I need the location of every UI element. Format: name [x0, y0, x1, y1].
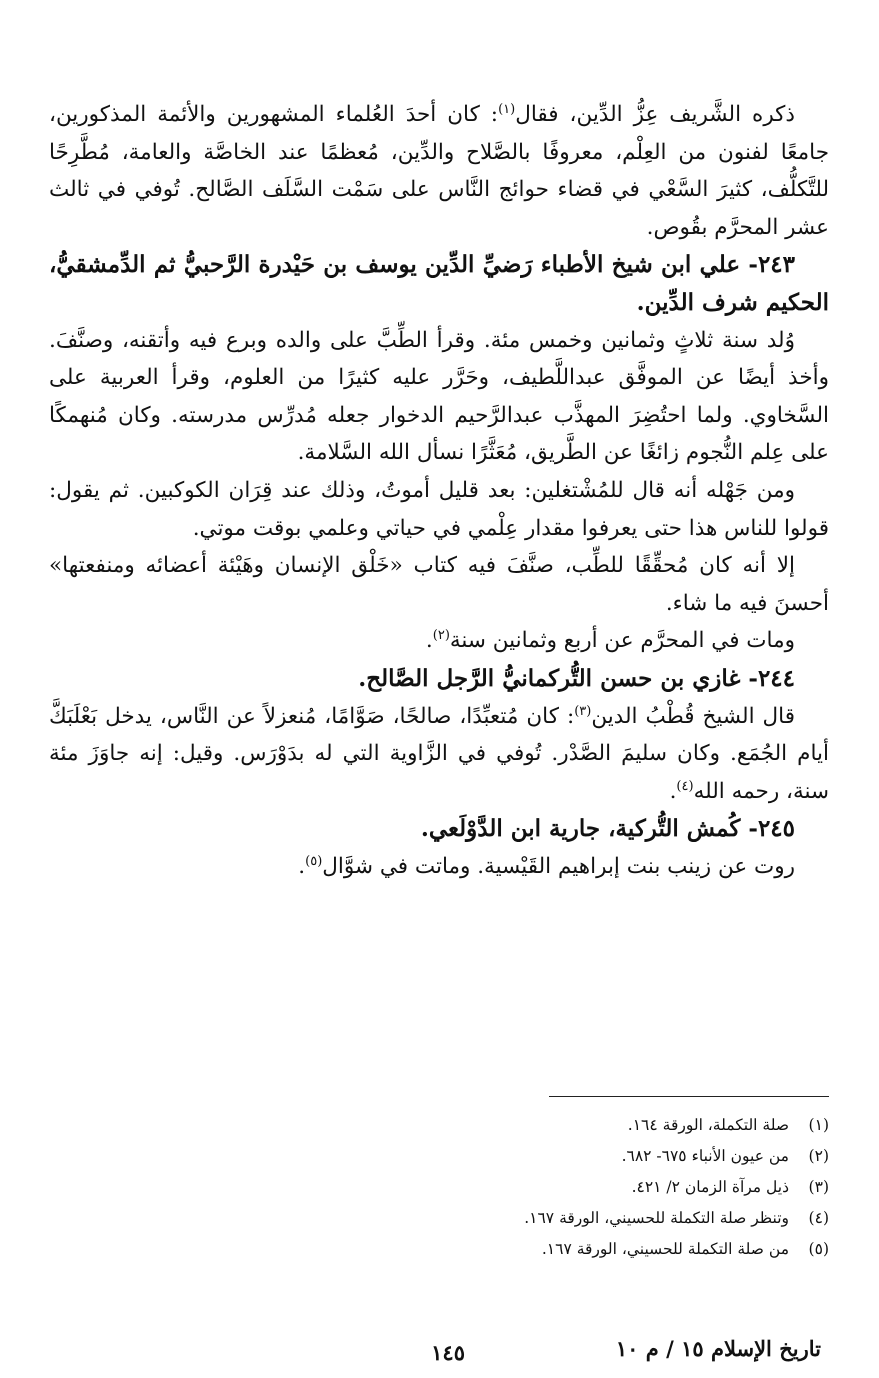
footnote-text: من عيون الأنباء ٦٧٥- ٦٨٢.	[621, 1147, 789, 1165]
body-paragraph	[49, 848, 829, 886]
paragraph-text: وُلد سنة ثلاثٍ وثمانين وخمس مئة. وقرأ الطِّبَّ على والده وبرع فيه وأتقنه، وصنَّفَ. وأخذ أيضًا عن الموفَّق عبداللَّطيف، وحَرَّر عليه كثيرًا من العلوم، وقرأ العربية على السَّخاوي. ولما احتُضِرَ المهذَّب عبدالرَّحيم الدخوار جعله مُدرِّس مدرسته. وكان مُنهمكًا على عِلم النُّجوم زائغًا عن الطَّريق، مُعَثَّرًا نسأل الله السَّلامة.	[49, 327, 829, 466]
footnote-item	[49, 1141, 829, 1172]
footnote-item	[49, 1234, 829, 1265]
paragraph-text: ذكره الشَّريف عِزُّ الدِّين، فقال	[515, 102, 795, 127]
entry-heading: ٢٤٤- غازي بن حسن التُّركمانيُّ الرَّجل الصَّالح.	[358, 664, 795, 692]
footnote-number: (١)	[808, 1116, 829, 1134]
footnote-number: (٤)	[808, 1209, 829, 1227]
book-signature: تاريخ الإسلام ١٥ / م ١٠	[615, 1336, 821, 1361]
footnote-number: (٣)	[808, 1178, 829, 1196]
paragraph-text: ومن جَهْله أنه قال للمُشْتغلين: بعد قليل أموتُ، وذلك عند قِرَان الكوكبين. ثم يقول: قولوا للناس هذا حتى يعرفوا مقدار عِلْمي في حياتي وعلمي بوقت موتي.	[49, 477, 829, 541]
footnote-item	[49, 1172, 829, 1203]
body-paragraph	[49, 547, 829, 622]
paragraph-text: : كان أحدَ العُلماء المشهورين والأئمة المذكورين، جامعًا لفنون من العِلْم، معروفًا بالصَّلاح والدِّين، مُعظمًا عند الخاصَّة والعامة، مُطَّرِحًا للتَّكلُّف، كثيرَ السَّعْي في قضاء حوائج النَّاس على سَمْت السَّلَف الصَّالح. تُوفي في ثالث عشر المحرَّم بقُوص.	[49, 102, 829, 240]
footnote-text: ذيل مرآة الزمان ٢/ ٤٢١.	[631, 1178, 789, 1196]
body-paragraph	[49, 96, 829, 246]
footnote-text: صلة التكملة، الورقة ١٦٤.	[627, 1116, 789, 1134]
footnote-text: من صلة التكملة للحسيني، الورقة ١٦٧.	[541, 1240, 789, 1258]
footnote-item	[49, 1203, 829, 1234]
body-paragraph	[49, 322, 829, 472]
footnote-ref: (١)	[498, 101, 516, 117]
entry-heading: ٢٤٣- علي ابن شيخ الأطباء رَضيِّ الدِّين يوسف بن حَيْدرة الرَّحبيُّ ثم الدِّمشقيُّ، الحكيم شرف الدِّين.	[49, 251, 829, 316]
footnotes	[49, 1110, 829, 1265]
footnote-number: (٥)	[808, 1240, 829, 1258]
footnote-ref: (٥)	[305, 853, 323, 869]
paragraph-text: قال الشيخ قُطْبُ الدين	[591, 703, 795, 729]
footnote-ref: (٢)	[432, 628, 450, 644]
footnote-ref: (٤)	[676, 778, 694, 794]
entry-heading: ٢٤٥- كُمش التُّركية، جارية ابن الدَّوْلَعي.	[420, 815, 795, 843]
paragraph-text: .	[425, 628, 433, 654]
page-footer	[51, 1336, 821, 1376]
footnote-ref: (٣)	[574, 703, 592, 719]
paragraph-text: إلا أنه كان مُحقِّقًا للطِّب، صنَّفَ فيه كتاب «خَلْق الإنسان وهَيْئة أعضائه ومنفعتها» أحسنَ فيه ما شاء.	[49, 553, 829, 616]
footnote-number: (٢)	[808, 1147, 829, 1165]
body-paragraph	[49, 698, 829, 811]
footnote-text: وتنظر صلة التكملة للحسيني، الورقة ١٦٧.	[524, 1209, 789, 1227]
footnote-separator	[549, 1096, 829, 1097]
page-number: ١٤٥	[431, 1340, 465, 1365]
paragraph-text: : كان مُتعبِّدًا، صالحًا، صَوَّامًا، مُنعزلاً عن النَّاس، يدخل بَعْلَبَكَّ أيام الجُمَع. وكان سليمَ الصَّدْر. تُوفي في الزَّاوية التي له بدَوْرَس. وقيل: إنه جاوَزَ مئة سنة، رحمه الله	[49, 703, 829, 804]
paragraph-text: .	[298, 853, 306, 879]
body-paragraph	[49, 622, 829, 660]
footnote-item	[49, 1110, 829, 1141]
main-text	[49, 96, 829, 885]
body-paragraph	[49, 472, 829, 547]
paragraph-text: ومات في المحرَّم عن أربع وثمانين سنة	[449, 628, 795, 654]
paragraph-text: روت عن زينب بنت إبراهيم القَيْسية. وماتت في شوَّال	[322, 853, 795, 879]
paragraph-text: .	[669, 778, 677, 804]
